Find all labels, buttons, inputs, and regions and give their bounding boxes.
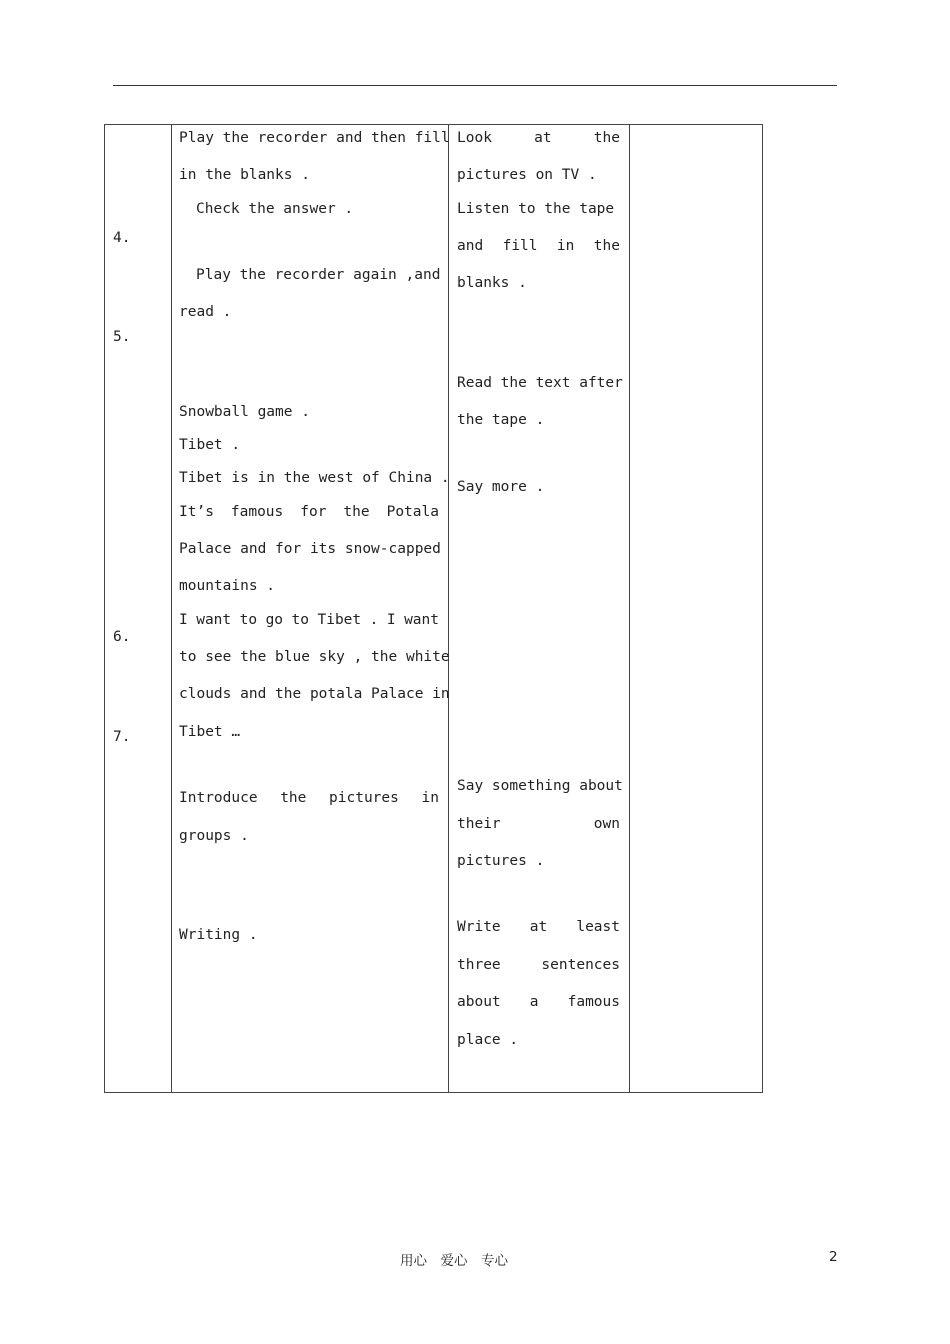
procedure-line: Play the recorder again ,and bbox=[196, 267, 441, 283]
activity-line: pictures on TV . bbox=[457, 167, 597, 183]
procedure-line: in the blanks . bbox=[179, 167, 310, 183]
footer-motto: 用心 爱心 专心 bbox=[400, 1253, 508, 1269]
procedure-line: Tibet . bbox=[179, 437, 241, 453]
activity-line: three sentences bbox=[457, 957, 620, 973]
activity-line: blanks . bbox=[457, 275, 527, 291]
step-number: 6. bbox=[113, 629, 131, 645]
procedure-line: mountains . bbox=[179, 578, 276, 594]
procedure-line: Writing . bbox=[179, 927, 258, 943]
procedure-line: Check the answer . bbox=[196, 201, 354, 217]
column-divider bbox=[171, 125, 172, 1092]
procedure-line: Tibet is in the west of China . bbox=[179, 470, 450, 486]
procedure-line: I want to go to Tibet . I want bbox=[179, 612, 439, 628]
activity-line: about a famous bbox=[457, 994, 620, 1010]
activity-line: Say something about bbox=[457, 778, 623, 794]
activity-line: Say more . bbox=[457, 479, 545, 495]
step-number: 4. bbox=[113, 230, 131, 246]
procedure-line: Snowball game . bbox=[179, 404, 310, 420]
procedure-line: read . bbox=[179, 304, 232, 320]
page-number: 2 bbox=[829, 1249, 838, 1265]
activity-line: Listen to the tape bbox=[457, 201, 615, 217]
activity-line: Write at least bbox=[457, 919, 620, 935]
procedure-line: Palace and for its snow-capped bbox=[179, 541, 441, 557]
activity-line: their own bbox=[457, 816, 620, 832]
procedure-line: It’s famous for the Potala bbox=[179, 504, 439, 520]
procedure-line: to see the blue sky , the white bbox=[179, 649, 450, 665]
activity-line: place . bbox=[457, 1032, 519, 1048]
step-number: 5. bbox=[113, 329, 131, 345]
activity-line: Read the text after bbox=[457, 375, 623, 391]
activity-line: Look at the bbox=[457, 130, 620, 146]
column-divider bbox=[448, 125, 449, 1092]
procedure-line: Tibet … bbox=[179, 724, 241, 740]
header-rule bbox=[113, 85, 837, 86]
procedure-line: clouds and the potala Palace in bbox=[179, 686, 450, 702]
activity-line: and fill in the bbox=[457, 238, 620, 254]
procedure-line: groups . bbox=[179, 828, 249, 844]
column-divider bbox=[629, 125, 630, 1092]
activity-line: the tape . bbox=[457, 412, 545, 428]
step-number: 7. bbox=[113, 729, 131, 745]
procedure-line: Play the recorder and then fill bbox=[179, 130, 450, 146]
activity-line: pictures . bbox=[457, 853, 545, 869]
procedure-line: Introduce the pictures in bbox=[179, 790, 439, 806]
